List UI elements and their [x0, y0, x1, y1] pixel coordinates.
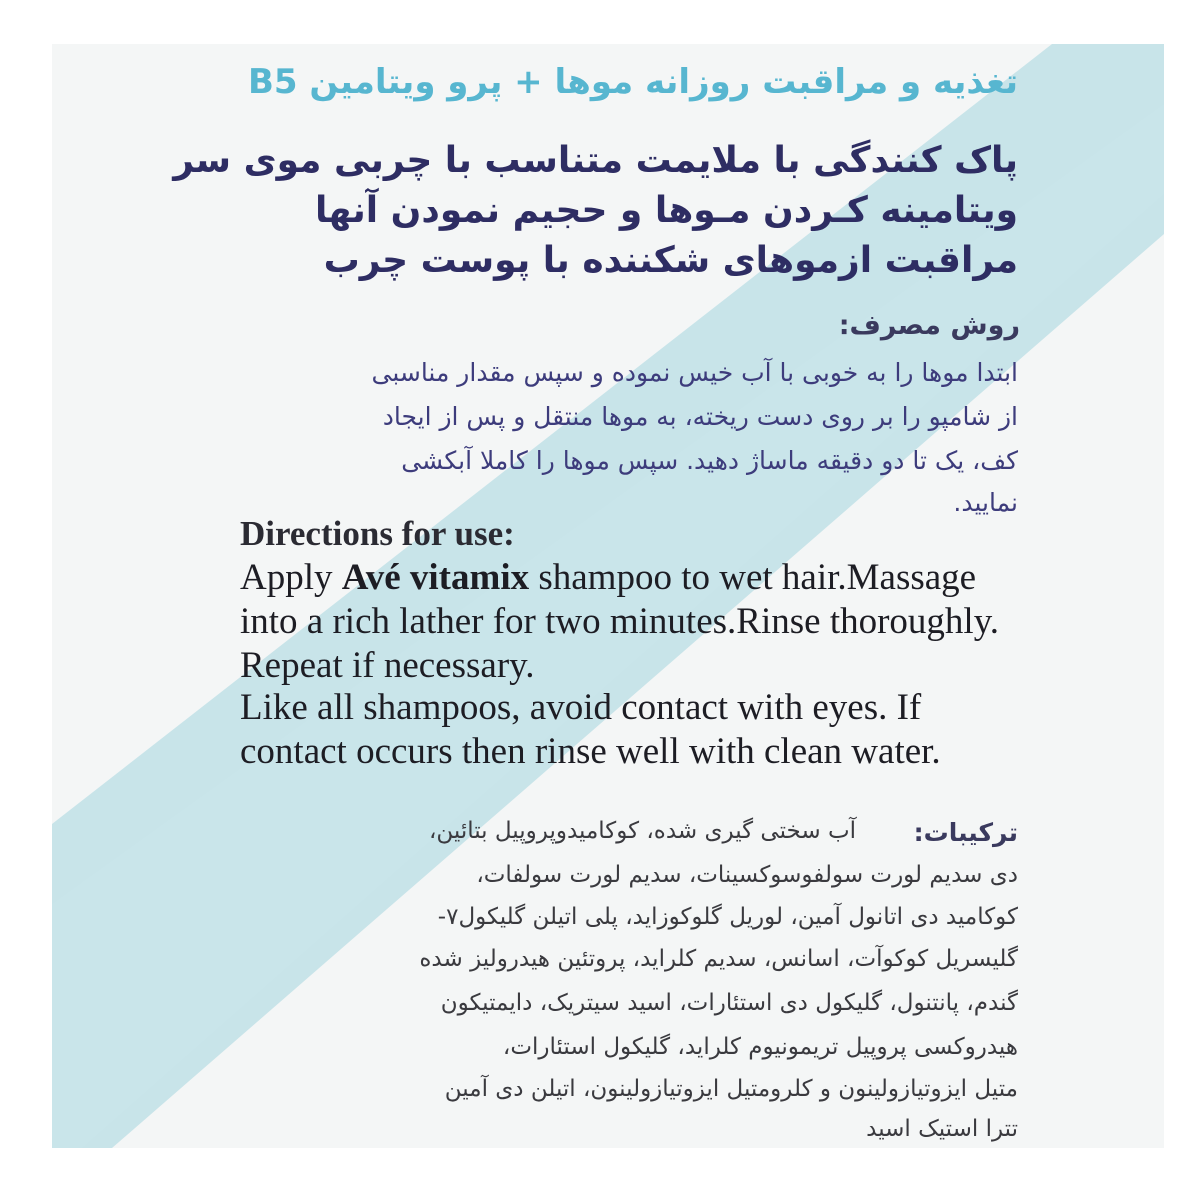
directions-text: Apply — [240, 557, 342, 598]
usage-title: روش مصرف: — [838, 310, 1020, 341]
directions-line: contact occurs then rinse well with clean water. — [240, 731, 941, 772]
feature-line: ویتامینه کـردن مـوها و حجیم نمودن آنها — [314, 190, 1018, 231]
ingredient-line: گلیسریل کوکوآت، اسانس، سدیم کلراید، پروتئین هیدرولیز شده — [419, 946, 1018, 972]
ingredient-line: آب سختی گیری شده، کوکامیدوپروپیل بتائین، — [428, 818, 856, 844]
ingredient-line: گندم، پانتنول، گلیکول دی استئارات، اسید سیتریک، دایمتیکون — [440, 990, 1018, 1016]
feature-line: پاک کنندگی با ملایمت متناسب با چربی موی سر — [173, 140, 1018, 181]
headline: تغذیه و مراقبت روزانه موها + پرو ویتامین B5 — [247, 62, 1018, 102]
directions-line: into a rich lather for two minutes.Rinse thoroughly. — [240, 601, 1000, 642]
usage-line: کف، یک تا دو دقیقه ماساژ دهید. سپس موها را کاملا آبکشی — [401, 446, 1018, 475]
directions-line: Like all shampoos, avoid contact with eyes. If — [240, 687, 922, 728]
usage-line: ابتدا موها را به خوبی با آب خیس نموده و سپس مقدار مناسبی — [371, 358, 1018, 387]
ingredient-line: تترا استیک اسید — [866, 1116, 1018, 1142]
directions-title: Directions for use: — [240, 514, 515, 553]
brand-name: Avé vitamix — [341, 557, 530, 598]
ingredients-title: ترکیبات: — [913, 818, 1018, 847]
directions-line: Repeat if necessary. — [240, 645, 535, 686]
ingredient-line: دی سدیم لورت سولفوسوکسینات، سدیم لورت سولفات، — [476, 862, 1018, 888]
ingredient-line: کوکامید دی اتانول آمین، لوریل گلوکوزاید، پلی اتیلن گلیکول۷- — [437, 904, 1018, 930]
ingredient-line: متیل ایزوتیازولینون و کلرومتیل ایزوتیازولینون، اتیلن دی آمین — [444, 1076, 1018, 1102]
feature-line: مراقبت ازموهای شکننده با پوست چرب — [323, 240, 1018, 281]
directions-line — [240, 556, 976, 599]
ingredient-line: هیدروکسی پروپیل تریمونیوم کلراید، گلیکول استئارات، — [502, 1034, 1018, 1060]
usage-line: از شامپو را بر روی دست ریخته، به موها منتقل و پس از ایجاد — [382, 402, 1018, 431]
directions-text: shampoo to wet hair.Massage — [529, 557, 977, 598]
usage-line: نمایید. — [953, 488, 1018, 517]
